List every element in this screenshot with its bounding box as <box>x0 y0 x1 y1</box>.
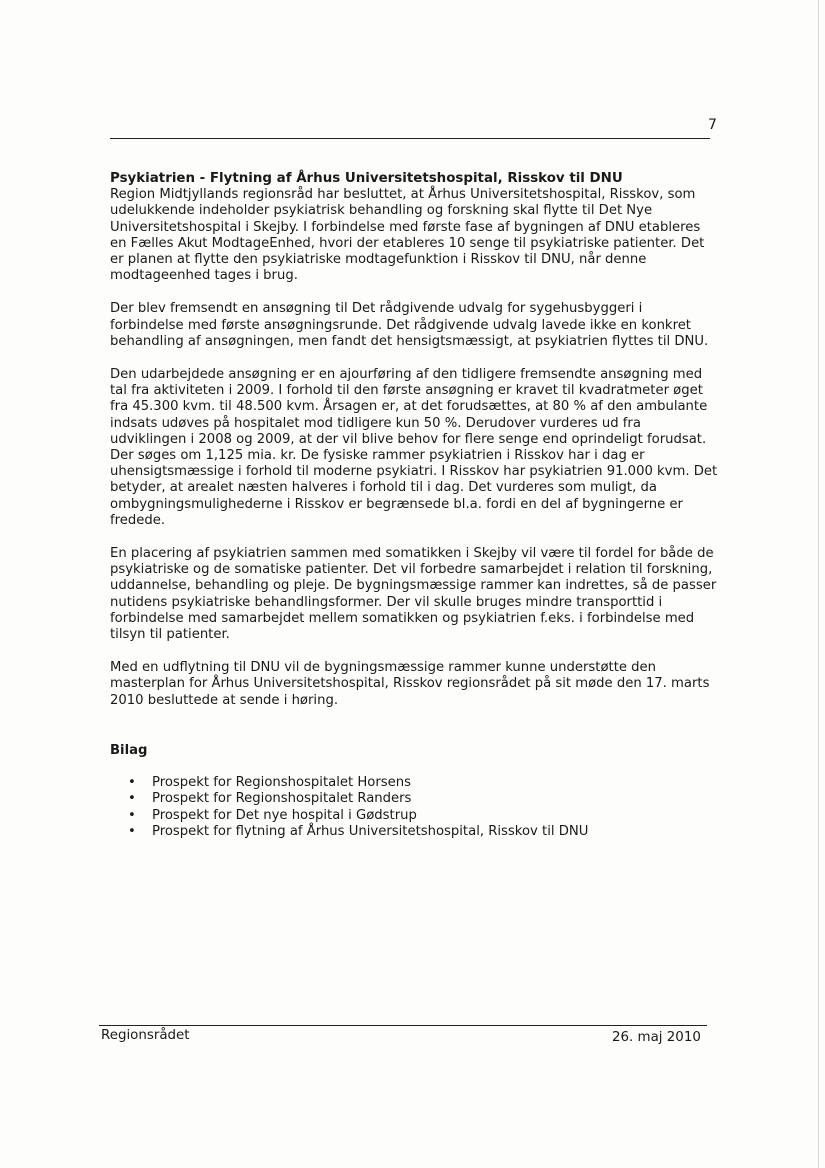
footer-rule <box>99 1025 707 1026</box>
bullet: • <box>128 775 136 791</box>
section-intro: Region Midtjyllands regionsråd har besluttet, at Århus Universitetshospital, Risskov, som udelukkende indeholder psykiatrisk behandling og forskning skal flytte til Det Nye Universitetshospital i Skejby. I forbindelse med første fase af bygningen af DNU etableres en Fælles Akut ModtageEnhed, hvori der etableres 10 senge til psykiatriske patienter. Det er planen at flytte den psykiatriske modtagefunktion i Risskov til DNU, når denne modtageenhed tages i brug. <box>110 187 705 284</box>
bullet: • <box>128 807 136 823</box>
bilag-item-label: Prospekt for flytning af Århus Universitetshospital, Risskov til DNU <box>152 823 589 839</box>
page-edge <box>818 0 819 1168</box>
bilag-title: Bilag <box>110 742 148 758</box>
list-item <box>110 791 720 807</box>
footer-organization: Regionsrådet <box>101 1028 190 1043</box>
section-intro-block <box>110 171 720 284</box>
bullet: • <box>128 791 136 807</box>
bullet: • <box>128 823 136 839</box>
bilag-item-label: Prospekt for Det nye hospital i Gødstrup <box>152 807 417 823</box>
paragraph-updated-application: Den udarbejdede ansøgning er en ajourføring af den tidligere fremsendte ansøgning med tal fra aktiviteten i 2009. I forhold til den første ansøgning er kravet til kvadratmeter øget fra 45.300 kvm. til 48.500 kvm. Årsagen er, at det forudsættes, at 80 % af den ambulante indsats udøves på hospitalet mod tidligere kun 50 %. Derudover vurderes ud fra udviklingen i 2008 og 2009, at der vil blive behov for flere senge end oprindeligt forudsat. Der søges om 1,125 mia. kr. De fysiske rammer psykiatrien i Risskov har i dag er uhensigtsmæssige i forhold til moderne psykiatri. I Risskov har psykiatrien 91.000 kvm. Det betyder, at arealet næsten halveres i forhold til i dag. Det vurderes som muligt, da ombygningsmulighederne i Risskov er begrænsede bl.a. fordi en del af bygningerne er fredede. <box>110 367 718 528</box>
section-heading: Psykiatrien - Flytning af Århus Universitetshospital, Risskov til DNU <box>110 171 623 186</box>
paragraph-application: Der blev fremsendt en ansøgning til Det rådgivende udvalg for sygehusbyggeri i forbindelse med første ansøgningsrunde. Det rådgivende udvalg lavede ikke en konkret behandling af ansøgningen, men fandt det hensigtsmæssigt, at psykiatrien flyttes til DNU. <box>110 301 709 349</box>
bilag-item-label: Prospekt for Regionshospitalet Horsens <box>152 775 411 791</box>
paragraph-masterplan: Med en udflytning til DNU vil de bygningsmæssige rammer kunne understøtte den masterplan for Århus Universitetshospital, Risskov regionsrådet på sit møde den 17. marts 2010 besluttede at sende i høring. <box>110 660 710 708</box>
list-item <box>110 824 720 840</box>
list-item <box>110 775 720 791</box>
document-body <box>110 171 720 840</box>
header-rule <box>110 138 710 139</box>
paragraph-placement-benefits: En placering af psykiatrien sammen med somatikken i Skejby vil være til fordel for både de psykiatriske og de somatiske patienter. Det vil forbedre samarbejdet i relation til forskning, uddannelse, behandling og pleje. De bygningsmæssige rammer kan indrettes, så de passer nutidens psykiatriske behandlingsformer. Der vil skulle bruges mindre transporttid i forbindelse med samarbejdet mellem somatikken og psykiatrien f.eks. i forbindelse med tilsyn til patienter. <box>110 546 717 643</box>
bilag-item-label: Prospekt for Regionshospitalet Randers <box>152 791 412 807</box>
page-number: 7 <box>708 117 717 133</box>
list-item <box>110 808 720 824</box>
footer-date: 26. maj 2010 <box>612 1030 701 1045</box>
bilag-list <box>110 775 720 840</box>
